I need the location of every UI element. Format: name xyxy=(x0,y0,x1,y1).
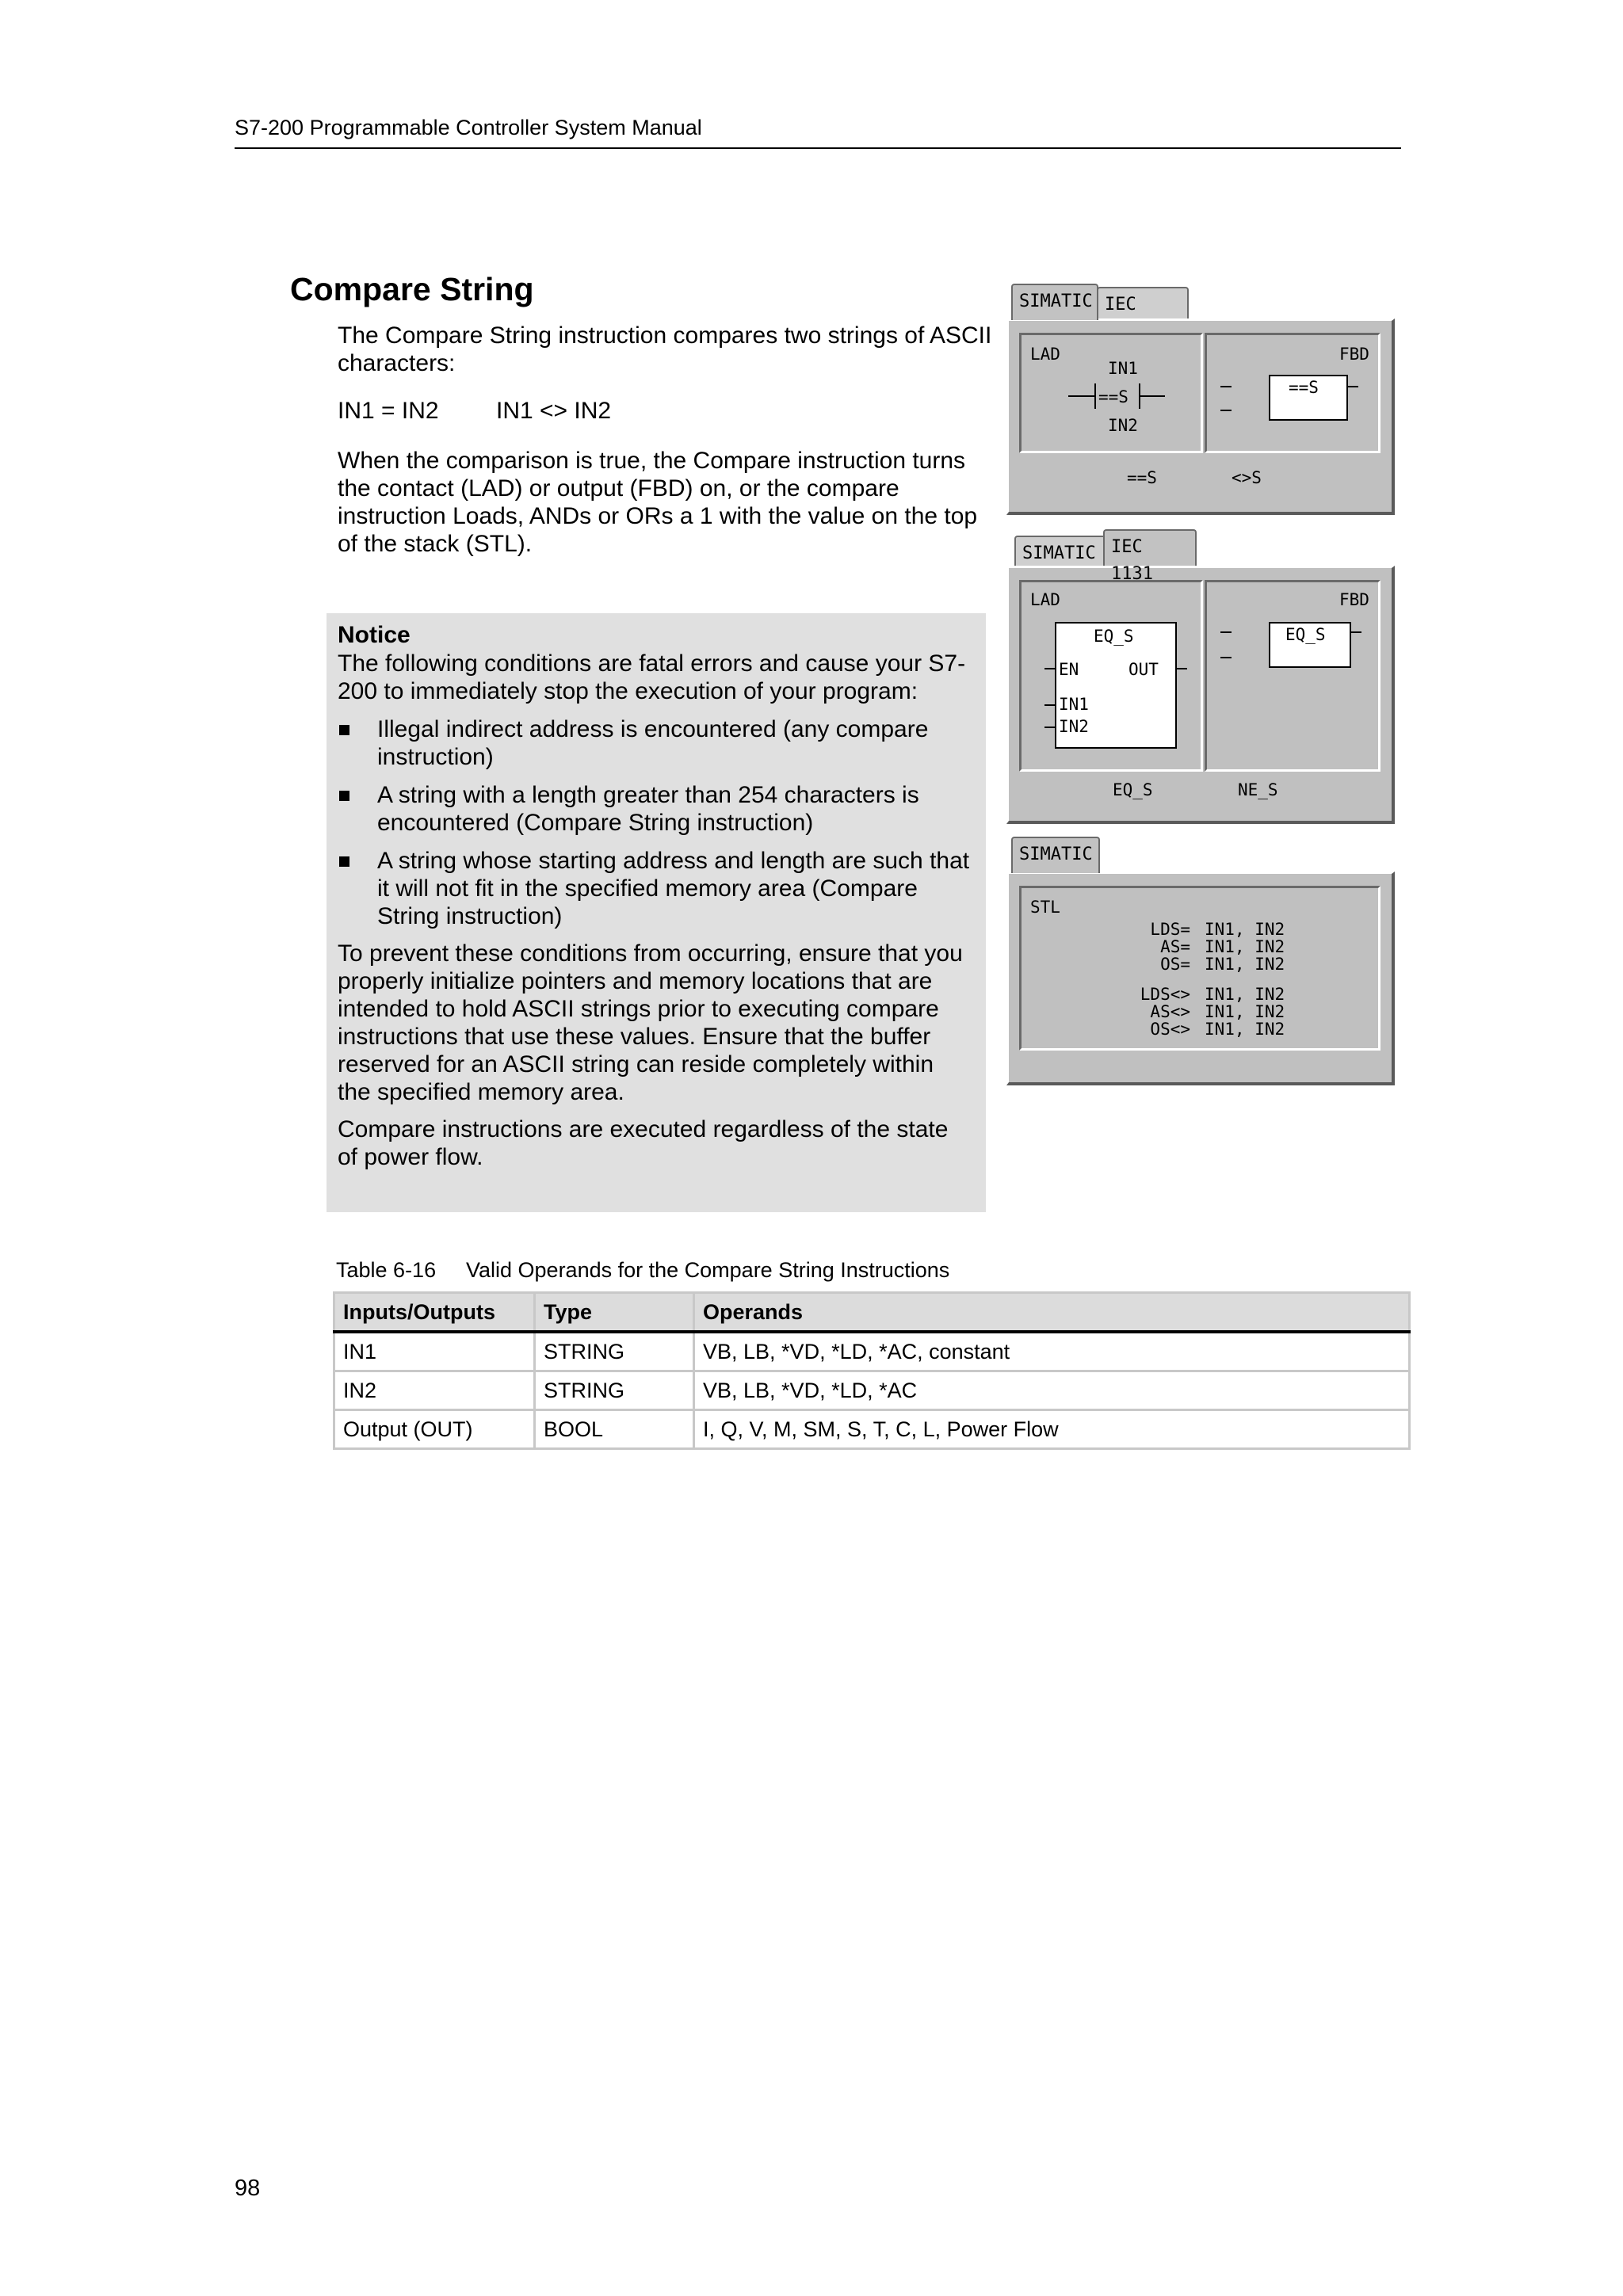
table-row xyxy=(334,1371,1410,1410)
fbd-box-op: ==S xyxy=(1289,378,1319,397)
lad-label: LAD xyxy=(1030,345,1060,364)
stl-args: IN1, IN2 xyxy=(1205,920,1285,939)
lad-contact-op: ==S xyxy=(1098,387,1128,406)
formula-not-equal: IN1 <> IN2 xyxy=(496,398,612,424)
table-cell: VB, LB, *VD, *LD, *AC, constant xyxy=(694,1332,1410,1371)
notice-box xyxy=(327,613,986,1212)
bullet-square-icon xyxy=(339,791,349,801)
fbd-label: FBD xyxy=(1339,590,1369,609)
lad-label: LAD xyxy=(1030,590,1060,609)
simatic-lad-fbd-panel xyxy=(1006,284,1395,515)
bullet-square-icon xyxy=(339,725,349,735)
table-row xyxy=(334,1410,1410,1449)
lad-out-label: OUT xyxy=(1128,660,1159,679)
tab-simatic[interactable]: SIMATIC xyxy=(1014,536,1106,569)
stl-op: AS= xyxy=(1160,937,1190,956)
section-title: Compare String xyxy=(290,271,534,307)
table-row xyxy=(334,1332,1410,1371)
stl-diagram xyxy=(1006,837,1395,1085)
running-header: S7-200 Programmable Controller System Manual xyxy=(235,116,702,139)
footer-eq: EQ_S xyxy=(1113,780,1153,799)
operands-table xyxy=(333,1291,1411,1450)
stl-op: OS= xyxy=(1160,955,1190,974)
stl-op: AS<> xyxy=(1150,1002,1190,1021)
stl-args: IN1, IN2 xyxy=(1205,1002,1285,1021)
table-header-row xyxy=(334,1293,1410,1333)
notice-prevent-paragraph: To prevent these conditions from occurring, ensure that you properly initialize pointers and memory locations that are intended to hold ASCII strings prior to executing compare instructions that use these values. Ensure that the buffer reserved for an ASCII string can reside completely within the specified memory area. xyxy=(338,940,963,1105)
table-cell: I, Q, V, M, SM, S, T, C, L, Power Flow xyxy=(694,1410,1410,1449)
stl-op: LDS<> xyxy=(1140,985,1190,1004)
table-cell: IN1 xyxy=(334,1332,535,1371)
table-cell: STRING xyxy=(535,1332,694,1371)
stl-args: IN1, IN2 xyxy=(1205,1020,1285,1039)
fbd-label: FBD xyxy=(1339,345,1369,364)
column-header: Operands xyxy=(694,1293,1410,1333)
footer-op-ne: <>S xyxy=(1232,468,1262,487)
notice-title: Notice xyxy=(338,622,411,648)
notice-lead: The following conditions are fatal errors and cause your S7-200 to immediately stop the execution of your program: xyxy=(338,650,966,704)
lad-in2-label: IN2 xyxy=(1108,416,1138,435)
column-header: Type xyxy=(535,1293,694,1333)
lad-in1-label: IN1 xyxy=(1059,695,1089,714)
stl-panel xyxy=(1006,837,1395,1085)
table-cell: Output (OUT) xyxy=(334,1410,535,1449)
table-caption-number: Table 6-16 xyxy=(336,1258,437,1282)
stl-rows xyxy=(1140,920,1285,1039)
stl-args: IN1, IN2 xyxy=(1205,955,1285,974)
lad-box-name: EQ_S xyxy=(1094,627,1134,646)
intro-paragraph: The Compare String instruction compares two strings of ASCII characters: xyxy=(338,322,992,376)
stl-args: IN1, IN2 xyxy=(1205,937,1285,956)
tab-iec-1131[interactable]: IEC 1131 xyxy=(1103,529,1197,566)
column-header: Inputs/Outputs xyxy=(334,1293,535,1333)
notice-bullet: Illegal indirect address is encountered (any compare instruction) xyxy=(338,715,972,771)
lad-in2-label: IN2 xyxy=(1059,717,1089,736)
footer-op-eq: ==S xyxy=(1127,468,1157,487)
description-paragraph: When the comparison is true, the Compare instruction turns the contact (LAD) or output (FBD) on, or the compare instruction Loads, ANDs or ORs a 1 with the value on the top of the stack (STL). xyxy=(338,448,978,557)
tab-simatic[interactable]: SIMATIC xyxy=(1011,837,1100,873)
footer-ne: NE_S xyxy=(1238,780,1278,799)
notice-bullet: A string with a length greater than 254 characters is encountered (Compare String instruction) xyxy=(338,781,972,837)
formula-equal: IN1 = IN2 xyxy=(338,398,439,424)
lad-en-label: EN xyxy=(1059,660,1079,679)
table-cell: VB, LB, *VD, *LD, *AC xyxy=(694,1371,1410,1410)
stl-label: STL xyxy=(1030,898,1060,917)
lad-in1-label: IN1 xyxy=(1108,359,1138,378)
table-cell: IN2 xyxy=(334,1371,535,1410)
fbd-box-name: EQ_S xyxy=(1285,625,1326,644)
tab-iec-1131[interactable]: IEC xyxy=(1097,287,1189,320)
page-number: 98 xyxy=(235,2176,261,2201)
stl-op: OS<> xyxy=(1150,1020,1190,1039)
iec-diagram xyxy=(1006,529,1395,824)
table-caption-title: Valid Operands for the Compare String Instructions xyxy=(466,1258,950,1282)
stl-args: IN1, IN2 xyxy=(1205,985,1285,1004)
iec-lad-fbd-panel xyxy=(1006,529,1395,824)
table-cell: STRING xyxy=(535,1371,694,1410)
table-cell: BOOL xyxy=(535,1410,694,1449)
stl-op: LDS= xyxy=(1150,920,1190,939)
header-rule xyxy=(235,147,1401,149)
tab-simatic[interactable]: SIMATIC xyxy=(1011,284,1098,320)
notice-bullet: A string whose starting address and length are such that it will not fit in the specified memory area (Compare String instruction) xyxy=(338,847,972,930)
bullet-square-icon xyxy=(339,856,349,867)
notice-power-flow-paragraph: Compare instructions are executed regardless of the state of power flow. xyxy=(338,1116,949,1170)
